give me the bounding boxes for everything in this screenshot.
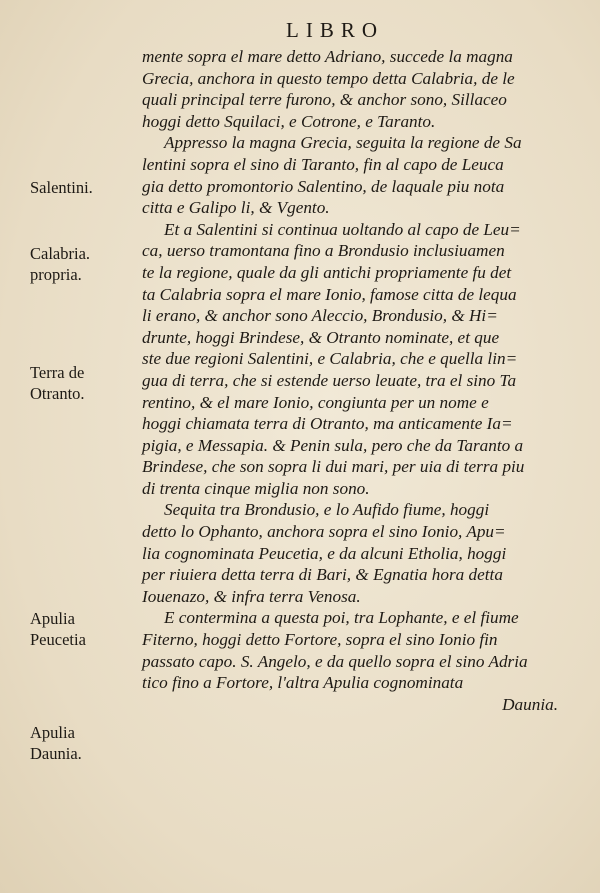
margin-note-line: Apulia — [30, 723, 75, 742]
text-line: per riuiera detta terra di Bari, & Egnatia hora detta — [142, 565, 503, 585]
text-line: hoggi detto Squilaci, e Cotrone, e Taranto. — [142, 111, 436, 131]
paragraph-start-line: Sequita tra Brondusio, e lo Aufido fiume, hoggi — [164, 500, 490, 520]
text-line: gia detto promontorio Salentino, de laquale piu nota — [142, 176, 505, 196]
paragraph-start-line: Appresso la magna Grecia, seguita la regione de Sa — [164, 133, 522, 153]
text-line: drunte, hoggi Brindese, & Otranto nominate, et que — [142, 327, 500, 347]
margin-note-calabria-propria — [30, 243, 138, 285]
margin-note-apulia-peucetia — [30, 608, 138, 650]
text-line: di trenta cinque miglia non sono. — [142, 478, 370, 498]
catchword-line: Daunia. — [502, 694, 558, 714]
margin-note-line: Apulia — [30, 609, 75, 628]
text-line: gua di terra, che si estende uerso leuate, tra el sino Ta — [142, 370, 517, 390]
text-line: te la regione, quale da gli antichi propriamente fu det — [142, 262, 512, 282]
text-line: lia cognominata Peucetia, e da alcuni Etholia, hoggi — [142, 543, 507, 563]
text-line: ste due regioni Salentini, e Calabria, che e quella lin= — [142, 349, 518, 369]
text-line: Iouenazo, & infra terra Venosa. — [142, 586, 361, 606]
text-line: lentini sopra el sino di Taranto, fin al capo de Leuca — [142, 154, 504, 174]
margin-note-line: Otranto. — [30, 384, 85, 403]
text-line: Fiterno, hoggi detto Fortore, sopra el sino Ionio fin — [142, 630, 498, 650]
margin-note-line: Peucetia — [30, 630, 86, 649]
text-line: ca, uerso tramontana fino a Brondusio inclusiuamen — [142, 241, 505, 261]
text-line: hoggi chiamata terra di Otranto, ma anticamente Ia= — [142, 414, 513, 434]
paragraph-start-line: Et a Salentini si continua uoltando al capo de Leu= — [164, 219, 521, 239]
text-line: mente sopra el mare detto Adriano, succede la magna — [142, 47, 513, 66]
margin-note-salentini — [30, 177, 138, 198]
text-line: Grecia, anchora in questo tempo detta Calabria, de le — [142, 68, 515, 88]
text-line: pigia, e Messapia. & Penin sula, pero che da Taranto a — [142, 435, 524, 455]
margin-note-apulia-daunia — [30, 722, 138, 764]
paragraph-start-line: E contermina a questa poi, tra Lophante, e el fiume — [164, 608, 519, 628]
margin-note-line: Salentini. — [30, 178, 93, 197]
text-line: ta Calabria sopra el mare Ionio, famose citta de lequa — [142, 284, 517, 304]
body-text — [142, 46, 572, 715]
text-line: tico fino a Fortore, l'altra Apulia cognominata — [142, 673, 464, 693]
text-line: Brindese, che son sopra li dui mari, per uia di terra piu — [142, 457, 525, 477]
margin-note-line: Daunia. — [30, 744, 82, 763]
running-header: LIBRO — [286, 18, 384, 42]
text-line: li erano, & anchor sono Aleccio, Brondusio, & Hi= — [142, 306, 498, 326]
text-line: passato capo. S. Angelo, e da quello sopra el sino Adria — [142, 651, 528, 671]
margin-note-terra-de-otranto — [30, 362, 138, 404]
margin-note-line: Terra de — [30, 363, 85, 382]
text-line: rentino, & el mare Ionio, congiunta per un nome e — [142, 392, 489, 412]
margin-note-line: Calabria. — [30, 244, 91, 263]
text-line: detto lo Ophanto, anchora sopra el sino Ionio, Apu= — [142, 522, 506, 542]
margin-note-line: propria. — [30, 265, 82, 284]
text-line: quali principal terre furono, & anchor sono, Sillaceo — [142, 90, 507, 110]
text-line: citta e Galipo li, & Vgento. — [142, 198, 330, 218]
